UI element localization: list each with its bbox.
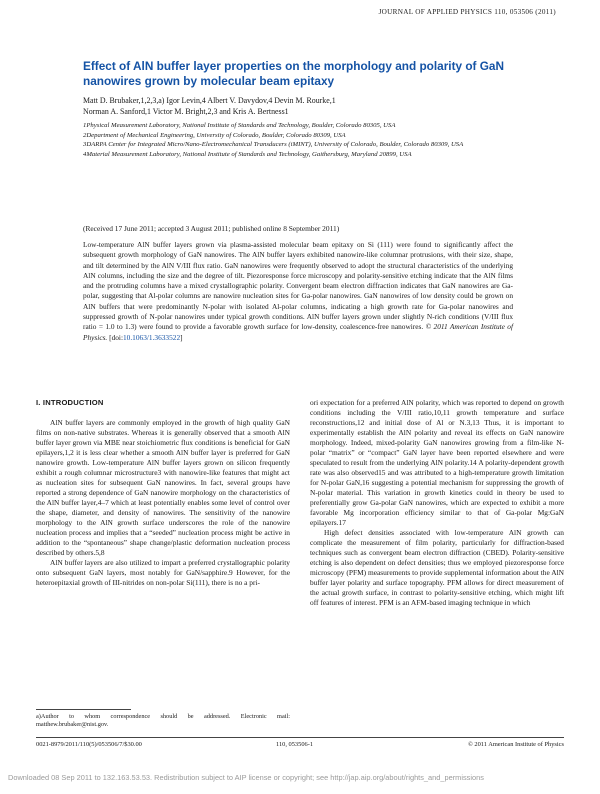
doi-link[interactable]: 10.1063/1.3633522 <box>123 332 181 342</box>
abstract-text: Low-temperature AlN buffer layers grown via plasma-assisted molecular beam epitaxy on Si (111) were found to significantly affect the subsequent growth morphology of GaN nanowires. The AlN buffer layers exhibited nanowire-like columnar protrusions, with their size, shape, and tilt determined by the AlN V/III flux ratio. GaN nanowires were frequently observed to adopt the structural characteristics of the underlying AlN columns, including the size and the degree of tilt. Piezoresponse force microscopy and polarity-sensitive etching indicate that the AlN films and the protruding columns have a mixed crystallographic polarity. Convergent beam electron diffraction indicates that GaN nanowires are Ga-polar, suggesting that Al-polar columns are nanowire nucleation sites for Ga-polar nanowires. GaN nanowires of low density could be grown on AlN buffers that were predominantly N-polar with isolated Al-polar columns, indicating a high growth rate for Ga-polar nanowires and suppressed growth of N-polar nanowires under typical growth conditions. AlN buffer layers grown under slightly N-rich conditions (V/III flux ratio = 1.0 to 1.3) were found to provide a favorable growth surface for low-density, coalescence-free nanowires. <box>83 240 513 332</box>
doi-suffix: ] <box>180 332 183 342</box>
column-right <box>310 398 564 608</box>
paragraph: AlN buffer layers are also utilized to impart a preferred crystallographic polarity onto subsequent GaN layers, most notably for GaN/sapphire.9 However, for the heteroepitaxial growth of III-nitrides on non-polar Si(111), there is no a pri- <box>36 558 290 587</box>
download-notice: Downloaded 08 Sep 2011 to 132.163.53.53. Redistribution subject to AIP license or copyright; see http://jap.aip.org/about/rights_and_permissions <box>8 773 484 782</box>
paragraph: High defect densities associated with low-temperature AlN growth can complicate the measurement of film polarity, particularly for diffraction-based techniques such as convergent beam electron diffraction (CBED). Polarity-sensitive etching is also dependent on defect densities; thus we employed piezoresponse force microscopy (PFM) measurements to provide supplemental information about the AlN buffer layer polarity and surface topography. PFM allows for direct measurement of the actual growth surface, in contrast to polarity-sensitive etching, which might lift off features of interest. PFM is an AFM-based imaging technique in which <box>310 528 564 607</box>
footer-divider <box>36 737 564 738</box>
affiliation-1: 1Physical Measurement Laboratory, National Institute of Standards and Technology, Boulder, Colorado 80305, USA <box>83 122 396 129</box>
footer-issn: 0021-8979/2011/110(5)/053506/7/$30.00 <box>36 741 142 748</box>
footer-copyright: © 2011 American Institute of Physics <box>467 741 564 748</box>
affiliations <box>83 121 503 159</box>
footnote-divider <box>36 709 131 710</box>
affiliation-3: 3DARPA Center for Integrated Micro/Nano-Electromechanical Transducers (iMINT), University of Colorado, Boulder, Colorado 80309, USA <box>83 141 464 149</box>
section-heading: I. INTRODUCTION <box>36 398 104 407</box>
doi-prefix: [doi: <box>109 332 123 342</box>
journal-header: JOURNAL OF APPLIED PHYSICS 110, 053506 (2011) <box>378 8 556 16</box>
affiliation-2: 2Department of Mechanical Engineering, University of Colorado, Boulder, Colorado 80309, USA <box>83 131 346 139</box>
author-line-1: Matt D. Brubaker,1,2,3,a) Igor Levin,4 Albert V. Davydov,4 Devin M. Rourke,1 <box>83 96 336 105</box>
received-dates: (Received 17 June 2011; accepted 3 August 2011; published online 8 September 2011) <box>83 224 340 233</box>
footnote: a)Author to whom correspondence should be addressed. Electronic mail: matthew.brubaker@nist.gov. <box>36 713 290 729</box>
footer-page-number: 110, 053506-1 <box>276 741 314 748</box>
paragraph: AlN buffer layers are commonly employed in the growth of high quality GaN films on non-native substrates. Whereas it is generally observed that a smooth AlN buffer layer grown via MBE near stoichiometric flux conditions is beneficial for GaN epilayers,1,2 it is less clear whether a smooth AlN buffer layer is preferred for GaN nanowire growth. Low-temperature AlN buffer layers grown on silicon frequently exhibit a rough columnar microstructure3 with nanowire-like features that might act as nucleation sites for subsequent GaN nanowires. In fact, several groups have reported a strong dependence of GaN nanowire morphology on the characteristics of the AlN buffer layer,4–7 which at least potentially enables some level of control over the shape, diameter, and density of nanowires. The sensitivity of the nanowire morphology to the AlN growth surface underscores the role of the nanowire nucleation process and implies that a “seeded” nucleation process might be active in addition to the “spontaneous” shape change/plastic deformation nucleation process described by others.5,8 <box>36 418 290 557</box>
affiliation-4: 4Material Measurement Laboratory, National Institute of Standards and Technology, Gaithersburg, Maryland 20899, USA <box>83 150 412 158</box>
author-list <box>83 96 523 117</box>
paragraph: ori expectation for a preferred AlN polarity, which was reported to depend on growth conditions including the V/III ratio,10,11 growth temperature and surface reconstructions,12 and initial dose of Al or N.3,13 Thus, it is important to experimentally establish the AlN polarity and reveal its effects on GaN nanowire morphology. Indeed, mixed-polarity GaN nanowires growing from a film-like N-polar “matrix” or “compact” GaN layer have been reported elsewhere and were speculated to result from the underlying AlN polarity.14 A polarity-dependent growth rate was also observed15 and was attributed to a high-temperature growth limitation for N-polar GaN,16 suggesting a potential mechanism for suppressing the growth of N-polar material. This variation in growth kinetics could in theory be used to preferentially grow Ga-polar GaN nanowires, which are expected to exhibit a more favorable Mg incorporation efficiency similar to that of Ga-polar Mg:GaN epilayers.17 <box>310 398 564 527</box>
column-left <box>36 418 290 588</box>
author-line-2: Norman A. Sanford,1 Victor M. Bright,2,3 and Kris A. Bertness1 <box>83 106 289 116</box>
abstract <box>83 240 513 343</box>
abstract-copyright: © 2011 American Institute of Physics. <box>83 322 513 342</box>
paper-title: Effect of AlN buffer layer properties on the morphology and polarity of GaN nanowires grown by molecular beam epitaxy <box>83 59 505 88</box>
